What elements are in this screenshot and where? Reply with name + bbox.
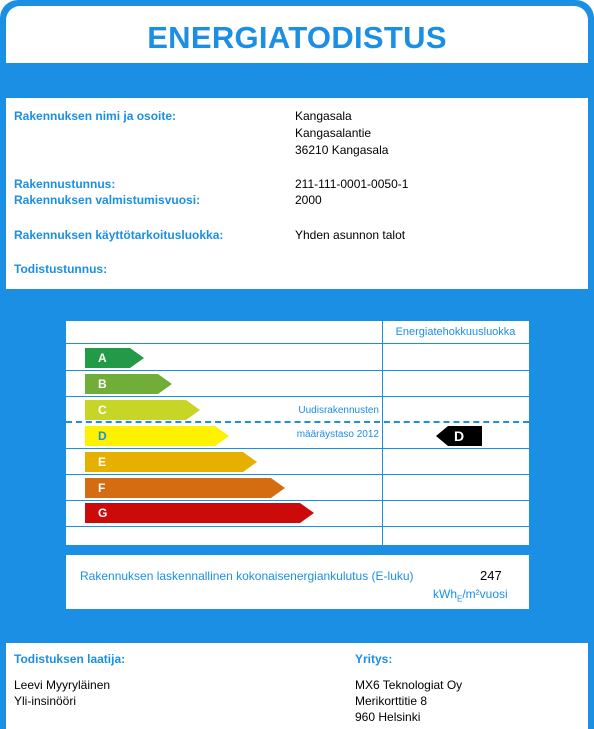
- certificate-id-label: Todistustunnus:: [14, 262, 108, 276]
- class-letter-c: C: [98, 403, 107, 417]
- author-label: Todistuksen laatija:: [14, 652, 126, 666]
- class-letter-a: A: [98, 351, 107, 365]
- building-info-panel: [6, 98, 588, 289]
- regulation-label-line2: määräystaso 2012: [296, 429, 379, 440]
- energy-consumption-panel: [66, 555, 529, 609]
- address-line-1: Kangasala: [295, 109, 352, 123]
- e-value-label: Rakennuksen laskennallinen kokonaisenergiankulutus (E-luku): [80, 569, 414, 583]
- e-value-unit: kWh$_E$/m²vuosi: [433, 587, 508, 604]
- company-name: MX6 Teknologiat Oy: [355, 678, 463, 692]
- page-title: ENERGIATODISTUS: [147, 20, 447, 55]
- address-line-2: Kangasalantie: [295, 126, 372, 140]
- regulation-label-line1: Uudisrakennusten: [298, 405, 379, 416]
- company-city: 960 Helsinki: [355, 710, 421, 724]
- building-id-label: Rakennustunnus:: [14, 177, 116, 191]
- energy-class-column-header: Energiatehokkuusluokka: [395, 326, 516, 338]
- class-letter-g: G: [98, 506, 108, 520]
- completion-year-label: Rakennuksen valmistumisvuosi:: [14, 193, 201, 207]
- company-street: Merikorttitie 8: [355, 694, 428, 708]
- energy-class-scale: [66, 321, 529, 545]
- building-name-label: Rakennuksen nimi ja osoite:: [14, 109, 177, 123]
- company-label: Yritys:: [355, 652, 393, 666]
- header: [6, 6, 588, 63]
- usage-class-value: Yhden asunnon talot: [295, 228, 406, 242]
- usage-class-label: Rakennuksen käyttötarkoitusluokka:: [14, 228, 224, 242]
- class-letter-f: F: [98, 481, 106, 495]
- rating-marker-letter: D: [454, 428, 465, 444]
- building-id-value: 211-111-0001-0050-1: [295, 177, 409, 191]
- footer-panel: [6, 643, 588, 729]
- author-title: Yli-insinööri: [14, 694, 77, 708]
- regulation-level-line: [66, 421, 529, 423]
- address-line-3: 36210 Kangasala: [295, 143, 389, 157]
- e-value: 247: [480, 568, 502, 583]
- completion-year-value: 2000: [295, 193, 322, 207]
- class-letter-d: D: [98, 429, 107, 443]
- class-letter-b: B: [98, 377, 107, 391]
- author-name: Leevi Myyryläinen: [14, 678, 111, 692]
- class-letter-e: E: [98, 455, 107, 469]
